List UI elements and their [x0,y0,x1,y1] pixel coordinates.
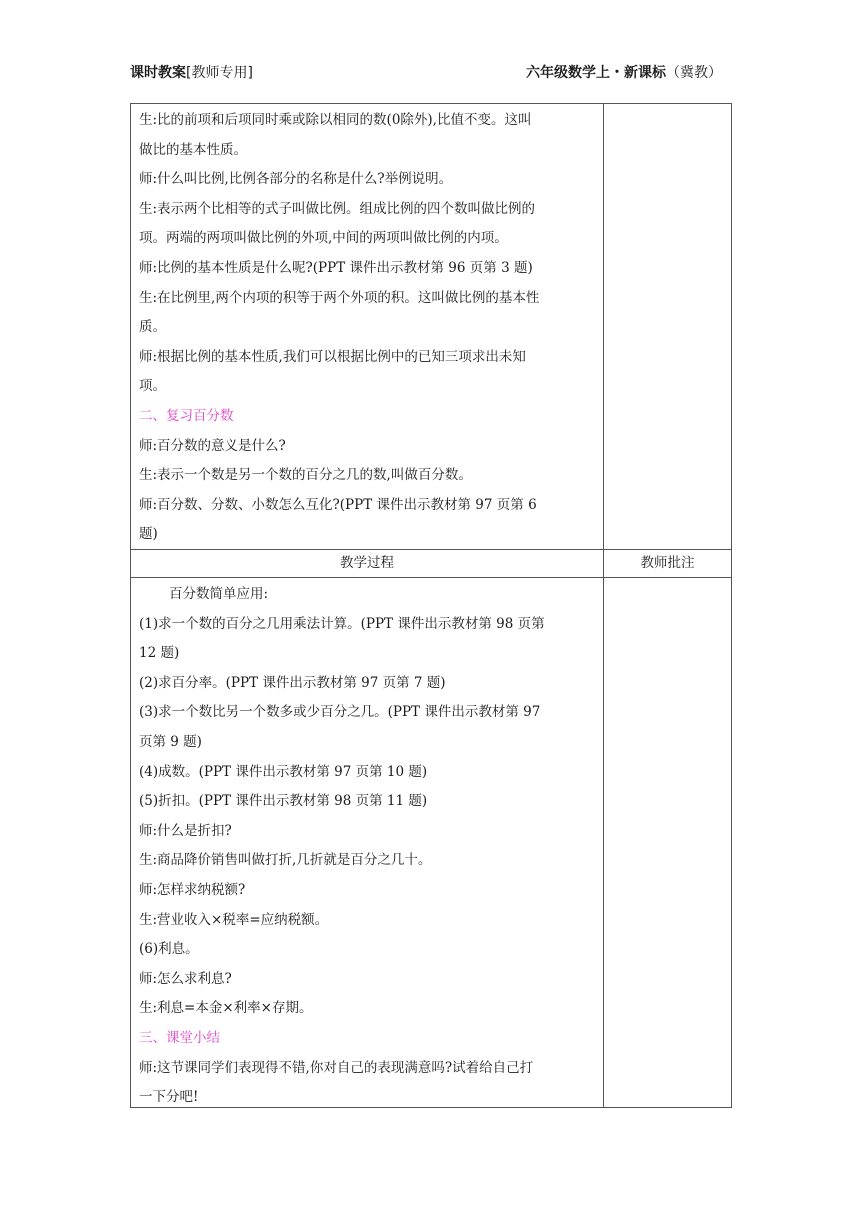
table-row [131,104,732,550]
text-line: 师:什么是折扣? [139,822,232,839]
page-header [130,62,730,84]
text-line: 生:利息=本金×利率×存期。 [139,1000,313,1017]
text-line: 项。 [139,378,166,395]
text-line: 生:表示一个数是另一个数的百分之几的数,叫做百分数。 [139,467,472,484]
text-line: 做比的基本性质。 [139,141,247,158]
edition-label: （冀教） [666,65,722,81]
text-line: (2)求百分率。(PPT 课件出示教材第 97 页第 7 题) [139,674,446,691]
text-line: 师:百分数的意义是什么? [139,437,286,454]
text-line: (4)成数。(PPT 课件出示教材第 97 页第 10 题) [139,763,428,780]
audience-label: [教师专用] [186,65,253,81]
grade-subject-label: 六年级数学上・新课标 [526,65,666,81]
text-line: 生:在比例里,两个内项的积等于两个外项的积。这叫做比例的基本性 [139,289,540,306]
text-line: 师:这节课同学们表现得不错,你对自己的表现满意吗?试着给自己打 [139,1059,534,1076]
text-line: 师:怎么求利息? [139,970,232,987]
text-line: 师:根据比例的基本性质,我们可以根据比例中的已知三项求出未知 [139,348,526,365]
text-line: (3)求一个数比另一个数多或少百分之几。(PPT 课件出示教材第 97 [139,704,541,721]
text-line: 师:怎样求纳税额? [139,881,246,898]
text-line: 质。 [139,319,166,336]
text-line: 页第 9 题) [139,733,202,750]
header-right [526,62,722,82]
notes-cell-2 [604,578,732,1108]
table-row [131,578,732,1108]
text-line: 生:表示两个比相等的式子叫做比例。组成比例的四个数叫做比例的 [139,200,536,217]
header-left [130,62,253,82]
text-line: 师:百分数、分数、小数怎么互化?(PPT 课件出示教材第 97 页第 6 [139,496,537,513]
text-line: (1)求一个数的百分之几用乘法计算。(PPT 课件出示教材第 98 页第 [139,615,545,632]
text-line: 百分数简单应用: [169,586,269,602]
text-line: 师:比例的基本性质是什么呢?(PPT 课件出示教材第 96 页第 3 题) [139,259,533,276]
text-line: 生:比的前项和后项同时乘或除以相同的数(0除外),比值不变。这叫 [139,112,532,128]
text-line: 一下分吧! [139,1089,199,1106]
section-heading: 二、复习百分数 [139,407,234,424]
text-line: (5)折扣。(PPT 课件出示教材第 98 页第 11 题) [139,793,428,810]
text-line: 师:什么叫比例,比例各部分的名称是什么?举例说明。 [139,171,453,188]
process-column-header: 教学过程 [131,550,604,578]
section-heading: 三、课堂小结 [139,1029,220,1046]
doc-type-label: 课时教案 [130,65,186,81]
lesson-table [130,103,732,1108]
text-line: 题) [139,526,158,543]
text-line: (6)利息。 [139,941,199,958]
notes-cell-1 [604,104,732,550]
text-line: 12 题) [139,645,180,662]
table-header-row [131,550,732,578]
text-line: 生:营业收入×税率=应纳税额。 [139,911,329,928]
process-cell-1 [131,104,604,550]
process-cell-2 [131,578,604,1108]
text-line: 生:商品降价销售叫做打折,几折就是百分之几十。 [139,852,432,869]
text-line: 项。两端的两项叫做比例的外项,中间的两项叫做比例的内项。 [139,230,508,247]
notes-column-header: 教师批注 [604,550,732,578]
